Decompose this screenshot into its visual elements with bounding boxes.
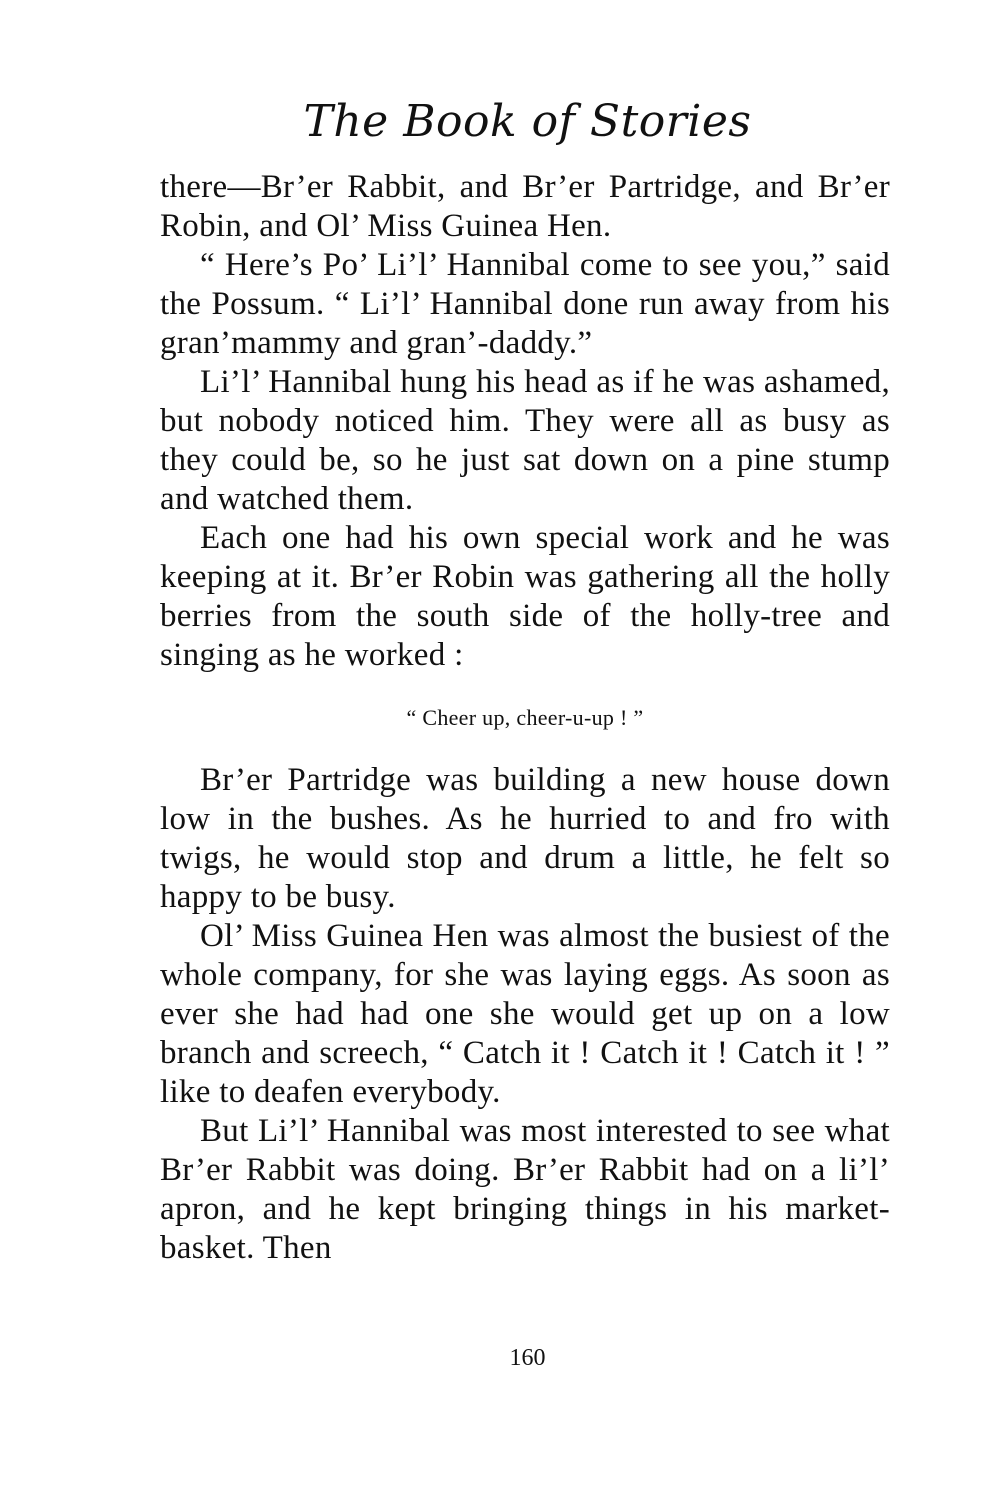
paragraph: Li’l’ Hannibal hung his head as if he was ashamed, but nobody noticed him. They were all as busy as they could be, so he just sat down on a pine stump and watched them. [160,364,890,517]
paragraph: But Li’l’ Hannibal was most interested to see what Br’er Rabbit was doing. Br’er Rabbit had on a li’l’ apron, and he kept bringing things in his market-basket. Then [160,1113,890,1266]
paragraph: Each one had his own special work and he was keeping at it. Br’er Robin was gathering all the holly berries from the south side of the holly-tree and singing as he worked : [160,520,890,673]
book-page [160,0,895,1507]
running-head: The Book of Stories [303,96,752,147]
page-number: 160 [509,1345,546,1371]
paragraph: Br’er Partridge was building a new house down low in the bushes. As he hurried to and fro with twigs, he would stop and drum a little, he felt so happy to be busy. [160,762,890,915]
paragraph: there—Br’er Rabbit, and Br’er Partridge, and Br’er Robin, and Ol’ Miss Guinea Hen. [160,169,890,244]
paragraph: “ Here’s Po’ Li’l’ Hannibal come to see you,” said the Possum. “ Li’l’ Hannibal done run away from his gran’mammy and gran’-daddy.” [160,247,890,361]
body-text [160,168,890,1268]
song-quote: “ Cheer up, cheer-u-up ! ” [406,705,644,730]
paragraph: Ol’ Miss Guinea Hen was almost the busiest of the whole company, for she was laying eggs. As soon as ever she had had one she would get up on a low branch and screech, “ Catch it ! Catch it ! Catch it ! ” like to deafen everybody. [160,918,890,1110]
